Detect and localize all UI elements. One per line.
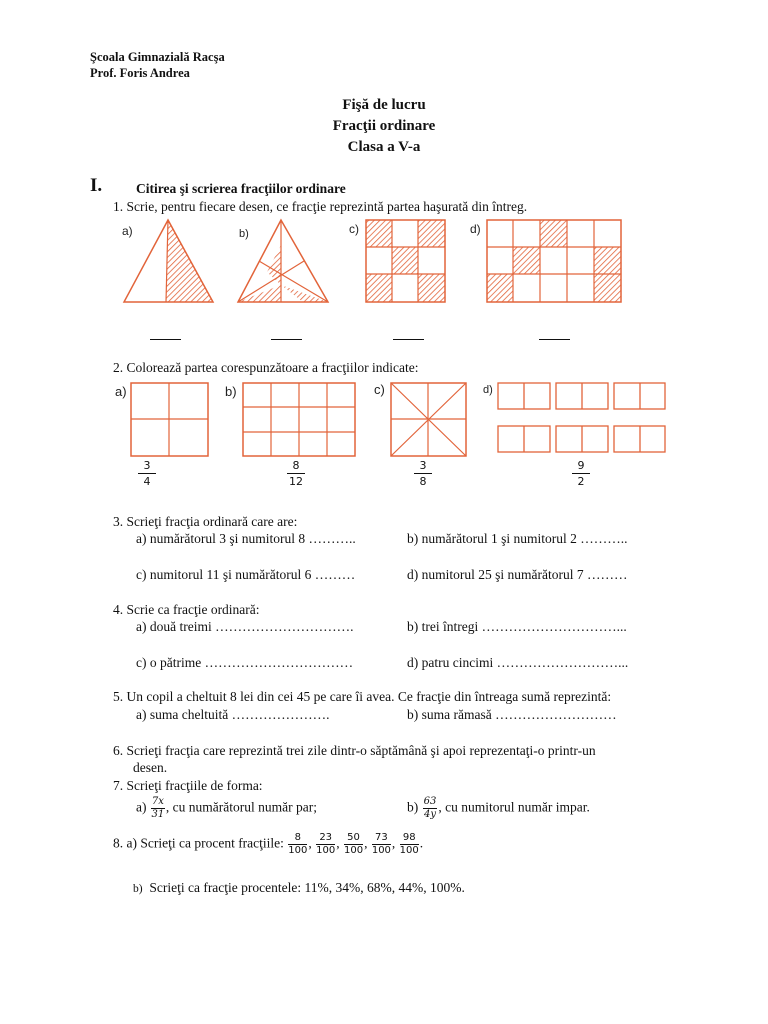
q4-item-a: a) două treimi …………………………. [136, 619, 354, 634]
question-8a: 8. a) Scrieţi ca procent fracţiile: $\frac{8}{100}$ , $\frac{23}{100}$ , $\frac{50}{100}$ , $\frac{73}{100}$ , $\frac{98}{100}$ . [113, 832, 424, 856]
q2-fraction-b: 8 12 [289, 459, 303, 488]
q8-fraction-2: $\frac{23}{100}$ [316, 832, 336, 856]
q3-item-c: c) numitorul 11 şi numărătorul 6 ……… [136, 567, 356, 582]
q8-fraction-4: $\frac{73}{100}$ [371, 832, 391, 856]
section-title: Citirea şi scrierea fracţiilor ordinare [136, 181, 346, 196]
worksheet-class: Clasa a V-a [347, 139, 421, 155]
q3-item-d: d) numitorul 25 şi numărătorul 7 ……… [407, 567, 628, 582]
q2-figure-a-grid [131, 383, 208, 456]
teacher-name: Prof. Foris Andrea [90, 66, 190, 80]
q4-item-b: b) trei întregi …………………………... [407, 619, 627, 634]
question-3-text: 3. Scrieţi fracţia ordinară care are: [113, 514, 298, 529]
q3-item-b: b) numărătorul 1 şi numitorul 2 ……….. [407, 531, 628, 546]
answer-blank-d[interactable] [539, 339, 570, 340]
question-8b: b) Scrieţi ca fracţie procentele: 11%, 34%, 68%, 44%, 100%. [133, 880, 465, 895]
answer-blank-b[interactable] [271, 339, 302, 340]
q7-item-a: a) $\frac{7x}{31}$ , cu numărătorul număr par; [136, 796, 317, 820]
figure-b-triangle [238, 220, 328, 302]
question-6-text: 6. Scrieţi fracţia care reprezintă trei zile dintr-o săptămână şi apoi reprezentaţi-o printr-un [113, 743, 596, 758]
q8-fraction-1: $\frac{8}{100}$ [288, 832, 308, 856]
q2-fraction-c: 3 8 [413, 459, 433, 488]
q3-item-a: a) numărătorul 3 şi numitorul 8 ……….. [136, 531, 356, 546]
question-5-text: 5. Un copil a cheltuit 8 lei din cei 45 pe care îi avea. Ce fracţie din întreaga sumă reprezintă: [113, 689, 612, 704]
q2-label-d: d) [483, 384, 493, 396]
section-number: I. [90, 175, 103, 196]
q1-label-c: c) [349, 222, 359, 236]
question-2-text: 2. Colorează partea corespunzătoare a fracţiilor indicate: [113, 360, 419, 375]
q8-fraction-5: $\frac{98}{100}$ [399, 832, 419, 856]
q7-fraction-a: $\frac{7x}{31}$ [151, 796, 165, 820]
q5-item-a: a) suma cheltuită …………………. [136, 707, 330, 722]
q1-label-a: a) [122, 224, 133, 238]
question-6-text-cont: desen. [133, 760, 168, 775]
q2-figure-c-square [391, 383, 466, 456]
q1-label-b: b) [239, 228, 249, 240]
q1-label-d: d) [470, 222, 481, 236]
q4-item-c: c) o pătrime …………………………… [136, 655, 354, 670]
q5-item-b: b) suma rămasă ……………………… [407, 707, 617, 722]
q7-item-b: b) $\frac{63}{4y}$ , cu numitorul număr impar. [407, 796, 590, 820]
question-7-text: 7. Scrieţi fracţiile de forma: [113, 778, 263, 793]
figure-d-grid [487, 220, 621, 302]
q2-fraction-a: 3 4 [137, 459, 157, 488]
q2-fraction-d: 9 2 [571, 459, 591, 488]
question-4-text: 4. Scrie ca fracţie ordinară: [113, 602, 260, 617]
q2-figure-d-rectangles [498, 383, 665, 452]
figure-a-triangle [124, 220, 213, 302]
worksheet-title: Fişă de lucru [342, 97, 426, 113]
figure-c-grid [366, 220, 445, 302]
question-1-text: 1. Scrie, pentru fiecare desen, ce fracţie reprezintă partea haşurată din întreg. [113, 199, 528, 214]
school-name: Şcoala Gimnazială Racşa [90, 50, 225, 64]
q8-fraction-3: $\frac{50}{100}$ [343, 832, 364, 856]
q2-label-a: a) [115, 384, 127, 399]
q2-label-b: b) [225, 384, 237, 399]
worksheet-subtitle: Fracţii ordinare [332, 118, 436, 134]
answer-blank-c[interactable] [393, 339, 424, 340]
q7-fraction-b: $\frac{63}{4y}$ [423, 796, 437, 820]
q4-item-d: d) patru cincimi ………………………... [407, 655, 629, 670]
answer-blank-a[interactable] [150, 339, 181, 340]
q2-label-c: c) [374, 382, 385, 397]
q2-figure-b-grid [243, 383, 355, 456]
